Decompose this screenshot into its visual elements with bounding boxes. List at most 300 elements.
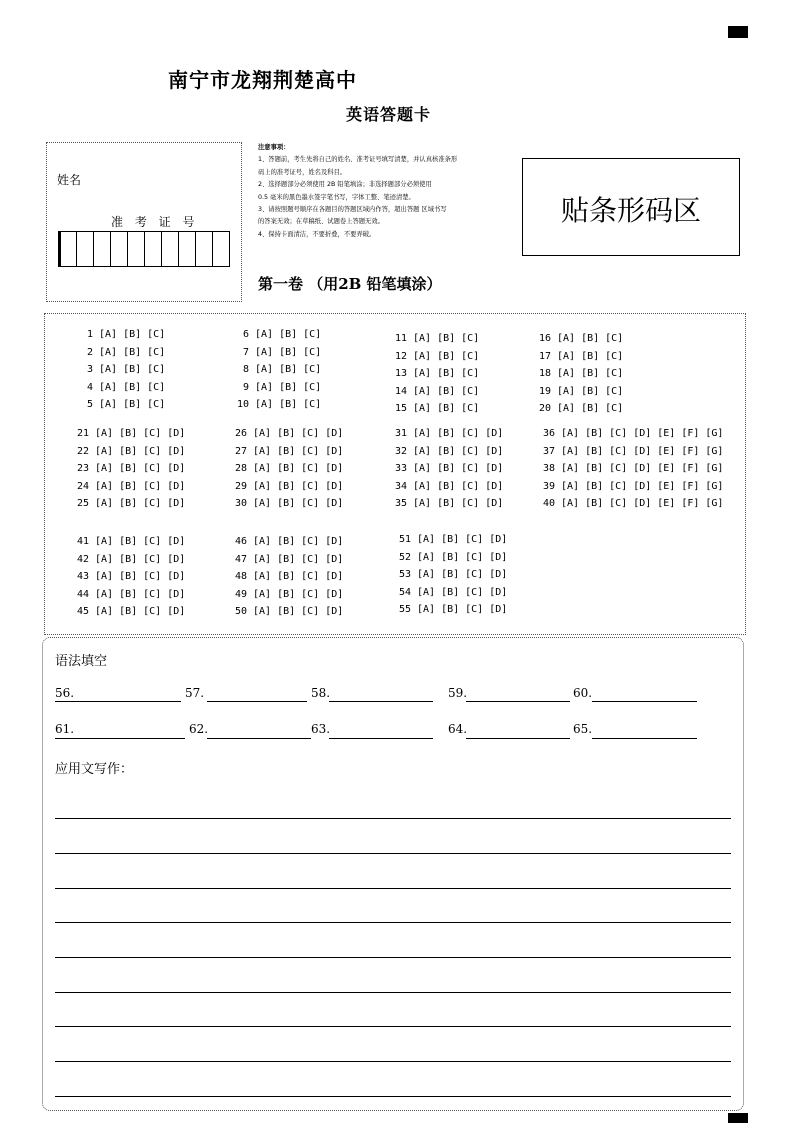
question-row bbox=[73, 382, 171, 393]
answer-bubble[interactable]: [F] bbox=[681, 428, 700, 439]
answer-bubble[interactable]: [A] bbox=[413, 498, 432, 509]
answer-bubble[interactable]: [D] bbox=[633, 480, 652, 492]
answer-bubble[interactable]: [A] bbox=[99, 399, 118, 410]
answer-bubble[interactable]: [B] bbox=[123, 346, 142, 358]
section-1-title: 第一卷 （用2B 铅笔填涂） bbox=[258, 275, 442, 293]
answer-bubble[interactable]: [C] bbox=[465, 604, 484, 615]
answer-bubble[interactable]: [A] bbox=[561, 498, 580, 509]
answer-bubble[interactable]: [C] bbox=[461, 463, 480, 474]
answer-bubble[interactable]: [C] bbox=[143, 463, 162, 474]
question-number: 29 bbox=[234, 480, 247, 492]
answer-bubble[interactable]: [B] bbox=[119, 536, 138, 547]
answer-bubble[interactable]: [E] bbox=[657, 445, 676, 457]
answer-bubble[interactable]: [F] bbox=[681, 463, 700, 474]
answer-bubble[interactable]: [C] bbox=[461, 480, 480, 492]
answer-bubble[interactable]: [D] bbox=[485, 463, 504, 474]
answer-bubble[interactable]: [D] bbox=[325, 536, 344, 547]
answer-bubble[interactable]: [D] bbox=[325, 463, 344, 474]
answer-bubble[interactable]: [A] bbox=[253, 553, 272, 565]
answer-bubble[interactable]: [C] bbox=[461, 385, 480, 397]
answer-bubble[interactable]: [E] bbox=[657, 463, 676, 474]
exam-id-cell[interactable] bbox=[212, 232, 229, 266]
answer-bubble[interactable]: [F] bbox=[681, 445, 700, 457]
answer-bubble[interactable]: [D] bbox=[489, 569, 508, 580]
writing-line[interactable] bbox=[55, 992, 731, 993]
answer-bubble[interactable]: [C] bbox=[461, 368, 480, 379]
answer-bubble[interactable]: [A] bbox=[253, 606, 272, 617]
answer-bubble[interactable]: [D] bbox=[489, 534, 508, 545]
writing-line[interactable] bbox=[55, 957, 731, 958]
answer-bubble[interactable]: [G] bbox=[705, 445, 724, 457]
answer-bubble[interactable]: [A] bbox=[95, 553, 114, 565]
answer-bubble[interactable]: [B] bbox=[279, 329, 298, 340]
answer-bubble[interactable]: [C] bbox=[143, 606, 162, 617]
question-number: 25 bbox=[76, 498, 89, 509]
question-number: 34 bbox=[394, 480, 407, 492]
answer-bubble[interactable]: [A] bbox=[253, 498, 272, 509]
answer-bubble[interactable]: [A] bbox=[417, 569, 436, 580]
writing-line[interactable] bbox=[55, 922, 731, 923]
answer-bubble[interactable]: [A] bbox=[99, 381, 118, 393]
answer-bubble[interactable]: [B] bbox=[123, 399, 142, 410]
answer-bubble[interactable]: [C] bbox=[301, 463, 320, 474]
question-row bbox=[73, 329, 171, 340]
question-number: 36 bbox=[542, 428, 555, 439]
answer-bubble[interactable]: [C] bbox=[301, 606, 320, 617]
question-number: 35 bbox=[394, 498, 407, 509]
question-number: 51 bbox=[398, 534, 411, 545]
answer-blank-62[interactable] bbox=[207, 738, 311, 739]
answer-blank-64[interactable] bbox=[466, 738, 570, 739]
answer-bubble[interactable]: [C] bbox=[303, 329, 322, 340]
answer-bubble[interactable]: [A] bbox=[413, 445, 432, 457]
answer-bubble[interactable]: [C] bbox=[605, 333, 624, 344]
answer-bubble[interactable]: [D] bbox=[325, 588, 344, 600]
question-row bbox=[391, 587, 513, 598]
instruction-line: 3、请按照题号顺序在各题目的答题区域内作答，超出答题 区域书写 bbox=[258, 206, 447, 214]
writing-line[interactable] bbox=[55, 1096, 731, 1097]
instruction-line: 4、保持卡面清洁，不要折叠，不要弄破。 bbox=[258, 230, 376, 238]
answer-bubble[interactable]: [A] bbox=[557, 333, 576, 344]
blank-number: 60. bbox=[573, 686, 593, 700]
question-row bbox=[73, 347, 171, 358]
answer-bubble[interactable]: [B] bbox=[277, 606, 296, 617]
answer-bubble[interactable]: [B] bbox=[581, 333, 600, 344]
question-number: 7 bbox=[242, 346, 249, 358]
answer-bubble[interactable]: [C] bbox=[609, 463, 628, 474]
answer-blank-60[interactable] bbox=[592, 701, 697, 702]
question-row bbox=[73, 364, 171, 375]
writing-line[interactable] bbox=[55, 1061, 731, 1062]
answer-bubble[interactable]: [A] bbox=[255, 346, 274, 358]
answer-bubble[interactable]: [D] bbox=[325, 445, 344, 457]
answer-bubble[interactable]: [C] bbox=[605, 350, 624, 362]
answer-bubble[interactable]: [D] bbox=[167, 553, 186, 565]
answer-bubble[interactable]: [A] bbox=[95, 536, 114, 547]
question-row bbox=[69, 498, 191, 509]
answer-bubble[interactable]: [B] bbox=[581, 368, 600, 379]
answer-bubble[interactable]: [D] bbox=[167, 536, 186, 547]
answer-bubble[interactable]: [B] bbox=[437, 333, 456, 344]
question-row bbox=[535, 446, 729, 457]
answer-bubble[interactable]: [B] bbox=[119, 553, 138, 565]
answer-blank-57[interactable] bbox=[207, 701, 307, 702]
answer-bubble[interactable]: [C] bbox=[143, 498, 162, 509]
answer-blank-63[interactable] bbox=[329, 738, 433, 739]
answer-bubble[interactable]: [B] bbox=[437, 368, 456, 379]
answer-bubble[interactable]: [C] bbox=[303, 399, 322, 410]
question-row bbox=[387, 386, 485, 397]
answer-bubble[interactable]: [A] bbox=[95, 445, 114, 457]
answer-bubble[interactable]: [C] bbox=[147, 346, 166, 358]
question-number: 8 bbox=[242, 364, 249, 375]
exam-id-grid[interactable] bbox=[58, 231, 230, 267]
answer-bubble[interactable]: [B] bbox=[581, 403, 600, 414]
school-name: 南宁市龙翔荆楚高中 bbox=[168, 68, 357, 92]
answer-bubble[interactable]: [B] bbox=[277, 498, 296, 509]
answer-bubble[interactable]: [D] bbox=[167, 445, 186, 457]
answer-bubble[interactable]: [A] bbox=[413, 385, 432, 397]
answer-bubble[interactable]: [B] bbox=[277, 463, 296, 474]
answer-bubble[interactable]: [C] bbox=[143, 428, 162, 439]
answer-bubble[interactable]: [B] bbox=[441, 604, 460, 615]
answer-bubble[interactable]: [A] bbox=[413, 480, 432, 492]
answer-bubble[interactable]: [C] bbox=[143, 553, 162, 565]
answer-bubble[interactable]: [G] bbox=[705, 428, 724, 439]
answer-bubble[interactable]: [A] bbox=[417, 534, 436, 545]
answer-bubble[interactable]: [A] bbox=[561, 428, 580, 439]
answer-bubble[interactable]: [C] bbox=[605, 385, 624, 397]
answer-bubble[interactable]: [C] bbox=[461, 498, 480, 509]
exam-id-cell[interactable] bbox=[161, 232, 178, 266]
answer-bubble[interactable]: [B] bbox=[585, 480, 604, 492]
answer-bubble[interactable]: [C] bbox=[461, 403, 480, 414]
answer-bubble[interactable]: [B] bbox=[581, 385, 600, 397]
answer-bubble[interactable]: [B] bbox=[441, 534, 460, 545]
answer-bubble[interactable]: [C] bbox=[303, 364, 322, 375]
answer-bubble[interactable]: [B] bbox=[437, 350, 456, 362]
question-number: 46 bbox=[234, 536, 247, 547]
answer-bubble[interactable]: [A] bbox=[561, 463, 580, 474]
answer-blank-56[interactable] bbox=[55, 701, 181, 702]
answer-bubble[interactable]: [C] bbox=[609, 428, 628, 439]
answer-bubble[interactable]: [A] bbox=[417, 551, 436, 563]
answer-bubble[interactable]: [B] bbox=[279, 399, 298, 410]
answer-bubble[interactable]: [B] bbox=[441, 586, 460, 598]
answer-bubble[interactable]: [D] bbox=[633, 498, 652, 509]
blank-number: 58. bbox=[311, 686, 331, 700]
answer-bubble[interactable]: [B] bbox=[119, 463, 138, 474]
answer-bubble[interactable]: [C] bbox=[461, 333, 480, 344]
answer-bubble[interactable]: [B] bbox=[279, 364, 298, 375]
answer-bubble[interactable]: [D] bbox=[325, 571, 344, 582]
answer-bubble[interactable]: [A] bbox=[253, 536, 272, 547]
answer-bubble[interactable]: [B] bbox=[119, 588, 138, 600]
answer-bubble[interactable]: [D] bbox=[489, 551, 508, 563]
answer-blank-61[interactable] bbox=[55, 738, 185, 739]
writing-line[interactable] bbox=[55, 1026, 731, 1027]
answer-bubble[interactable]: [B] bbox=[123, 329, 142, 340]
exam-id-cell[interactable] bbox=[127, 232, 144, 266]
answer-bubble[interactable]: [B] bbox=[279, 381, 298, 393]
answer-bubble[interactable]: [C] bbox=[465, 569, 484, 580]
answer-bubble[interactable]: [D] bbox=[489, 586, 508, 598]
answer-bubble[interactable]: [A] bbox=[413, 350, 432, 362]
writing-line[interactable] bbox=[55, 853, 731, 854]
answer-bubble[interactable]: [E] bbox=[657, 498, 676, 509]
answer-bubble[interactable]: [B] bbox=[585, 445, 604, 457]
question-row bbox=[531, 351, 629, 362]
answer-bubble[interactable]: [D] bbox=[485, 428, 504, 439]
answer-bubble[interactable]: [C] bbox=[301, 428, 320, 439]
question-number: 20 bbox=[538, 403, 551, 414]
written-answer-area bbox=[42, 637, 744, 1111]
answer-bubble[interactable]: [C] bbox=[609, 480, 628, 492]
answer-bubble[interactable]: [D] bbox=[167, 588, 186, 600]
exam-id-cell[interactable] bbox=[144, 232, 161, 266]
answer-bubble[interactable]: [B] bbox=[119, 428, 138, 439]
answer-bubble[interactable]: [A] bbox=[561, 445, 580, 457]
answer-bubble[interactable]: [B] bbox=[437, 428, 456, 439]
answer-bubble[interactable]: [B] bbox=[123, 381, 142, 393]
answer-bubble[interactable]: [A] bbox=[413, 333, 432, 344]
answer-bubble[interactable]: [B] bbox=[277, 571, 296, 582]
answer-bubble[interactable]: [C] bbox=[609, 445, 628, 457]
answer-bubble[interactable]: [A] bbox=[95, 463, 114, 474]
answer-bubble[interactable]: [C] bbox=[303, 346, 322, 358]
question-number: 27 bbox=[234, 445, 247, 457]
answer-bubble[interactable]: [D] bbox=[167, 463, 186, 474]
answer-bubble[interactable]: [A] bbox=[413, 403, 432, 414]
answer-bubble[interactable]: [C] bbox=[605, 403, 624, 414]
answer-bubble[interactable]: [G] bbox=[705, 480, 724, 492]
answer-bubble[interactable]: [B] bbox=[279, 346, 298, 358]
question-number: 41 bbox=[76, 536, 89, 547]
grammar-fill-title: 语法填空 bbox=[55, 654, 108, 669]
answer-bubble[interactable]: [A] bbox=[557, 350, 576, 362]
answer-bubble[interactable]: [B] bbox=[437, 498, 456, 509]
exam-id-cell[interactable] bbox=[76, 232, 93, 266]
writing-line[interactable] bbox=[55, 818, 731, 819]
answer-bubble[interactable]: [D] bbox=[489, 604, 508, 615]
answer-bubble[interactable]: [A] bbox=[95, 588, 114, 600]
answer-bubble[interactable]: [C] bbox=[301, 480, 320, 492]
answer-bubble[interactable]: [A] bbox=[557, 368, 576, 379]
answer-bubble[interactable]: [C] bbox=[609, 498, 628, 509]
instructions-title: 注意事项： bbox=[258, 144, 290, 151]
answer-bubble[interactable]: [C] bbox=[301, 445, 320, 457]
answer-bubble[interactable]: [B] bbox=[441, 551, 460, 563]
answer-bubble[interactable]: [B] bbox=[437, 445, 456, 457]
answer-bubble[interactable]: [F] bbox=[681, 480, 700, 492]
answer-bubble[interactable]: [B] bbox=[119, 498, 138, 509]
answer-bubble[interactable]: [A] bbox=[417, 604, 436, 615]
answer-bubble[interactable]: [C] bbox=[301, 536, 320, 547]
answer-bubble[interactable]: [C] bbox=[461, 445, 480, 457]
answer-bubble[interactable]: [A] bbox=[99, 346, 118, 358]
answer-bubble[interactable]: [C] bbox=[143, 445, 162, 457]
question-number: 6 bbox=[242, 329, 249, 340]
answer-bubble[interactable]: [F] bbox=[681, 498, 700, 509]
answer-blank-58[interactable] bbox=[329, 701, 433, 702]
question-row bbox=[227, 428, 349, 439]
answer-bubble[interactable]: [D] bbox=[325, 553, 344, 565]
answer-bubble[interactable]: [C] bbox=[303, 381, 322, 393]
answer-bubble[interactable]: [D] bbox=[485, 445, 504, 457]
answer-bubble[interactable]: [C] bbox=[465, 586, 484, 598]
instruction-line: 码上的准考证号，姓名及科目。 bbox=[258, 168, 347, 176]
answer-bubble[interactable]: [D] bbox=[633, 445, 652, 457]
answer-bubble[interactable]: [B] bbox=[437, 463, 456, 474]
answer-bubble[interactable]: [A] bbox=[95, 480, 114, 492]
answer-bubble[interactable]: [C] bbox=[465, 551, 484, 563]
answer-bubble[interactable]: [D] bbox=[325, 606, 344, 617]
answer-bubble[interactable]: [C] bbox=[461, 428, 480, 439]
answer-bubble[interactable]: [C] bbox=[147, 329, 166, 340]
answer-bubble[interactable]: [C] bbox=[147, 381, 166, 393]
answer-bubble[interactable]: [A] bbox=[557, 403, 576, 414]
answer-bubble[interactable]: [A] bbox=[95, 606, 114, 617]
answer-bubble[interactable]: [D] bbox=[325, 428, 344, 439]
answer-bubble[interactable]: [A] bbox=[255, 329, 274, 340]
question-number: 3 bbox=[86, 364, 93, 375]
answer-bubble[interactable]: [A] bbox=[253, 588, 272, 600]
answer-blank-59[interactable] bbox=[466, 701, 570, 702]
answer-bubble[interactable]: [A] bbox=[413, 463, 432, 474]
answer-bubble[interactable]: [A] bbox=[253, 428, 272, 439]
instructions bbox=[258, 142, 512, 241]
answer-bubble[interactable]: [D] bbox=[167, 480, 186, 492]
question-row bbox=[229, 399, 327, 410]
answer-bubble[interactable]: [B] bbox=[277, 536, 296, 547]
answer-bubble[interactable]: [C] bbox=[147, 399, 166, 410]
answer-bubble[interactable]: [A] bbox=[413, 368, 432, 379]
answer-bubble[interactable]: [B] bbox=[277, 553, 296, 565]
question-number: 44 bbox=[76, 588, 89, 600]
answer-bubble[interactable]: [D] bbox=[167, 606, 186, 617]
answer-bubble[interactable]: [A] bbox=[95, 428, 114, 439]
question-row bbox=[387, 446, 509, 457]
exam-id-cell[interactable] bbox=[178, 232, 195, 266]
question-row bbox=[531, 333, 629, 344]
answer-bubble[interactable]: [D] bbox=[633, 428, 652, 439]
question-row bbox=[387, 463, 509, 474]
answer-bubble[interactable]: [D] bbox=[485, 498, 504, 509]
answer-bubble[interactable]: [A] bbox=[557, 385, 576, 397]
instruction-line: 1、答题前，考生先将自己的姓名、准考证号填写清楚，并认真核准条形 bbox=[258, 156, 458, 164]
answer-bubble[interactable]: [C] bbox=[143, 536, 162, 547]
answer-bubble[interactable]: [C] bbox=[605, 368, 624, 379]
answer-bubble[interactable]: [C] bbox=[301, 588, 320, 600]
answer-bubble[interactable]: [C] bbox=[465, 534, 484, 545]
answer-bubble[interactable]: [A] bbox=[561, 480, 580, 492]
answer-bubble[interactable]: [B] bbox=[277, 428, 296, 439]
answer-bubble[interactable]: [D] bbox=[633, 463, 652, 474]
answer-bubble[interactable]: [G] bbox=[705, 463, 724, 474]
answer-blank-65[interactable] bbox=[592, 738, 697, 739]
answer-bubble[interactable]: [B] bbox=[119, 480, 138, 492]
exam-id-cell[interactable] bbox=[110, 232, 127, 266]
answer-bubble[interactable]: [C] bbox=[143, 588, 162, 600]
name-label: 姓名 bbox=[57, 173, 82, 187]
exam-id-cell[interactable] bbox=[59, 232, 76, 266]
answer-bubble[interactable]: [D] bbox=[167, 428, 186, 439]
question-row bbox=[227, 498, 349, 509]
question-row bbox=[387, 403, 485, 414]
question-row bbox=[531, 386, 629, 397]
answer-bubble[interactable]: [B] bbox=[119, 445, 138, 457]
answer-bubble[interactable]: [A] bbox=[253, 463, 272, 474]
answer-bubble[interactable]: [B] bbox=[585, 498, 604, 509]
exam-id-cell[interactable] bbox=[93, 232, 110, 266]
answer-bubble[interactable]: [B] bbox=[119, 606, 138, 617]
answer-bubble[interactable]: [A] bbox=[253, 480, 272, 492]
answer-bubble[interactable]: [D] bbox=[485, 480, 504, 492]
answer-bubble[interactable]: [C] bbox=[301, 498, 320, 509]
answer-bubble[interactable]: [B] bbox=[123, 364, 142, 375]
answer-bubble[interactable]: [B] bbox=[277, 588, 296, 600]
answer-bubble[interactable]: [B] bbox=[119, 571, 138, 582]
answer-bubble[interactable]: [B] bbox=[441, 569, 460, 580]
answer-bubble[interactable]: [G] bbox=[705, 498, 724, 509]
answer-bubble[interactable]: [A] bbox=[417, 586, 436, 598]
answer-bubble[interactable]: [A] bbox=[255, 399, 274, 410]
answer-bubble[interactable]: [B] bbox=[585, 463, 604, 474]
answer-bubble[interactable]: [E] bbox=[657, 428, 676, 439]
answer-bubble[interactable]: [C] bbox=[143, 480, 162, 492]
answer-bubble[interactable]: [A] bbox=[99, 329, 118, 340]
answer-bubble[interactable]: [A] bbox=[253, 571, 272, 582]
answer-bubble[interactable]: [B] bbox=[277, 480, 296, 492]
question-number: 38 bbox=[542, 463, 555, 474]
barcode-label: 贴条形码区 bbox=[560, 194, 701, 227]
answer-bubble[interactable]: [A] bbox=[255, 381, 274, 393]
answer-bubble[interactable]: [A] bbox=[99, 364, 118, 375]
answer-bubble[interactable]: [A] bbox=[95, 571, 114, 582]
answer-bubble[interactable]: [C] bbox=[301, 571, 320, 582]
question-number: 1 bbox=[86, 329, 93, 340]
question-row bbox=[229, 329, 327, 340]
answer-bubble[interactable]: [E] bbox=[657, 480, 676, 492]
question-row bbox=[229, 382, 327, 393]
question-number: 9 bbox=[242, 381, 249, 393]
answer-bubble[interactable]: [D] bbox=[167, 498, 186, 509]
answer-bubble[interactable]: [B] bbox=[581, 350, 600, 362]
answer-bubble[interactable]: [C] bbox=[143, 571, 162, 582]
answer-bubble[interactable]: [D] bbox=[325, 480, 344, 492]
answer-bubble[interactable]: [B] bbox=[437, 480, 456, 492]
answer-bubble[interactable]: [A] bbox=[413, 428, 432, 439]
question-number: 33 bbox=[394, 463, 407, 474]
question-number: 52 bbox=[398, 551, 411, 563]
answer-bubble[interactable]: [C] bbox=[301, 553, 320, 565]
exam-id-cell[interactable] bbox=[195, 232, 212, 266]
answer-bubble[interactable]: [D] bbox=[167, 571, 186, 582]
answer-bubble[interactable]: [B] bbox=[585, 428, 604, 439]
answer-bubble[interactable]: [A] bbox=[255, 364, 274, 375]
answer-bubble[interactable]: [C] bbox=[147, 364, 166, 375]
answer-bubble[interactable]: [B] bbox=[437, 403, 456, 414]
answer-bubble[interactable]: [A] bbox=[95, 498, 114, 509]
writing-line[interactable] bbox=[55, 888, 731, 889]
question-number: 15 bbox=[394, 403, 407, 414]
answer-bubble[interactable]: [A] bbox=[253, 445, 272, 457]
answer-bubble[interactable]: [B] bbox=[437, 385, 456, 397]
answer-bubble[interactable]: [D] bbox=[325, 498, 344, 509]
blank-number: 59. bbox=[448, 686, 468, 700]
answer-bubble[interactable]: [B] bbox=[277, 445, 296, 457]
answer-bubble[interactable]: [C] bbox=[461, 350, 480, 362]
